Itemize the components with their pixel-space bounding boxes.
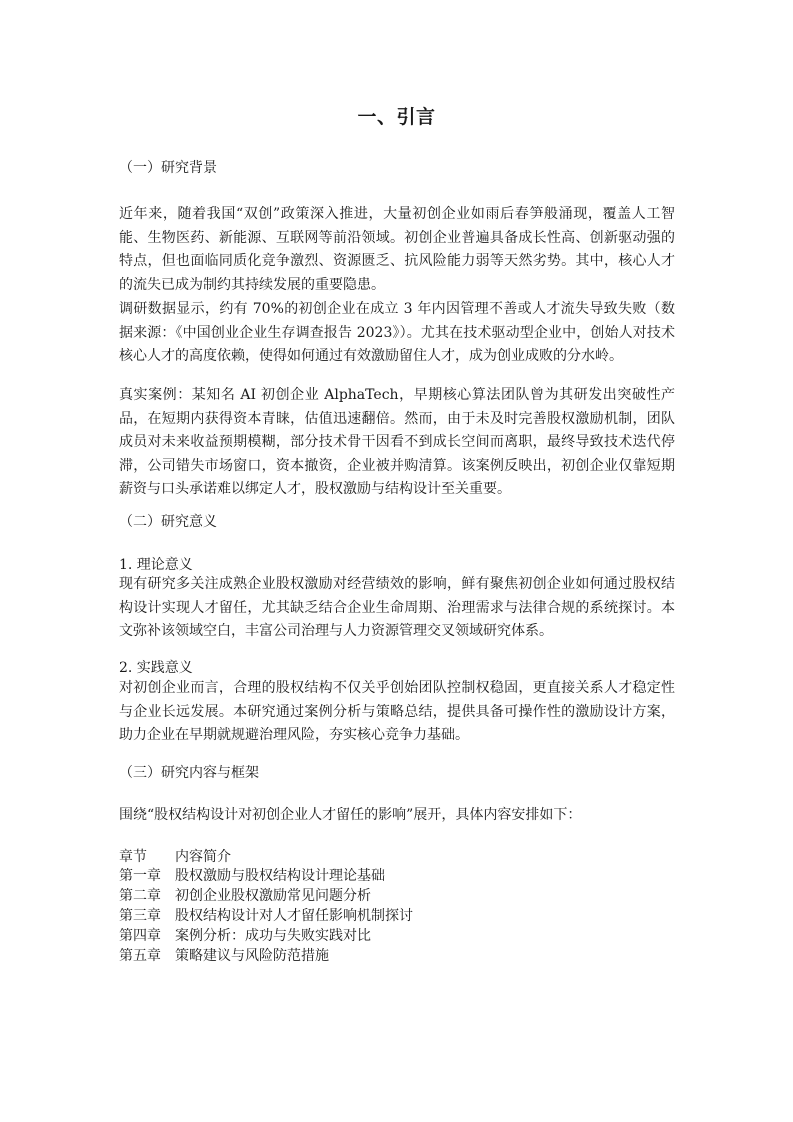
paragraph-background-2: 调研数据显示，约有 70%的初创企业在成立 3 年内因管理不善或人才流失导致失败（数据来源：《中国创业企业生存调查报告 2023》）。尤其在技术驱动型企业中，创始人对技术核心人才的高度依赖，使得如何通过有效激励留住人才，成为创业成败的分水岭。 [119,301,675,364]
chapter-row [119,906,413,926]
paragraph-theory: 现有研究多关注成熟企业股权激励对经营绩效的影响，鲜有聚焦初创企业如何通过股权结构设计实现人才留任，尤其缺乏结合企业生命周期、治理需求与法律合规的系统探讨。本文弥补该领域空白，丰富公司治理与人力资源管理交叉领域研究体系。 [119,576,675,639]
paragraph-practice: 对初创企业而言，合理的股权结构不仅关乎创始团队控制权稳固，更直接关系人才稳定性与企业长远发展。本研究通过案例分析与策略总结，提供具备可操作性的激励设计方案，助力企业在早期就规避治理风险，夯实核心竞争力基础。 [119,680,675,743]
paragraph-case-study: 真实案例：某知名 AI 初创企业 AlphaTech，早期核心算法团队曾为其研发出突破性产品，在短期内获得资本青睐，估值迅速翻倍。然而，由于未及时完善股权激励机制，团队成员对未来收益预期模糊，部分技术骨干因看不到成长空间而离职，最终导致技术迭代停滞，公司错失市场窗口，资本撤资，企业被并购清算。该案例反映出，初创企业仅靠短期薪资与口头承诺难以绑定人才，股权激励与结构设计至关重要。 [119,387,675,497]
chapter-desc: 股权结构设计对人才留任影响机制探讨 [175,908,413,924]
chapter-row [119,866,385,886]
chapter-list-header [119,847,231,867]
subheading-theory: 1. 理论意义 [119,557,193,573]
chapter-label: 章节 [119,849,147,865]
chapter-row [119,926,371,946]
chapter-row [119,886,371,906]
chapter-label: 第三章 [119,908,161,924]
section-heading-content: （三）研究内容与框架 [119,765,259,781]
paragraph-background-1: 近年来，随着我国“双创”政策深入推进，大量初创企业如雨后春笋般涌现，覆盖人工智能、生物医药、新能源、互联网等前沿领域。初创企业普遍具备成长性高、创新驱动强的特点，但也面临同质化竞争激烈、资源匮乏、抗风险能力弱等天然劣势。其中，核心人才的流失已成为制约其持续发展的重要隐患。 [119,206,675,293]
section-heading-background: （一）研究背景 [119,160,217,176]
chapter-desc: 策略建议与风险防范措施 [175,948,329,964]
chapter-label: 第四章 [119,928,161,944]
chapter-desc: 初创企业股权激励常见问题分析 [175,888,371,904]
chapter-desc: 案例分析：成功与失败实践对比 [175,928,371,944]
subheading-practice: 2. 实践意义 [119,660,193,676]
chapter-row [119,946,329,966]
chapter-label: 第一章 [119,868,161,884]
chapter-label: 第五章 [119,948,161,964]
chapter-desc: 内容简介 [175,849,231,865]
chapter-desc: 股权激励与股权结构设计理论基础 [175,868,385,884]
chapter-label: 第二章 [119,888,161,904]
paragraph-content-intro: 围绕“股权结构设计对初创企业人才留任的影响”展开，具体内容安排如下： [119,807,582,823]
section-heading-significance: （二）研究意义 [119,514,217,530]
page-title: 一、引言 [357,106,436,128]
